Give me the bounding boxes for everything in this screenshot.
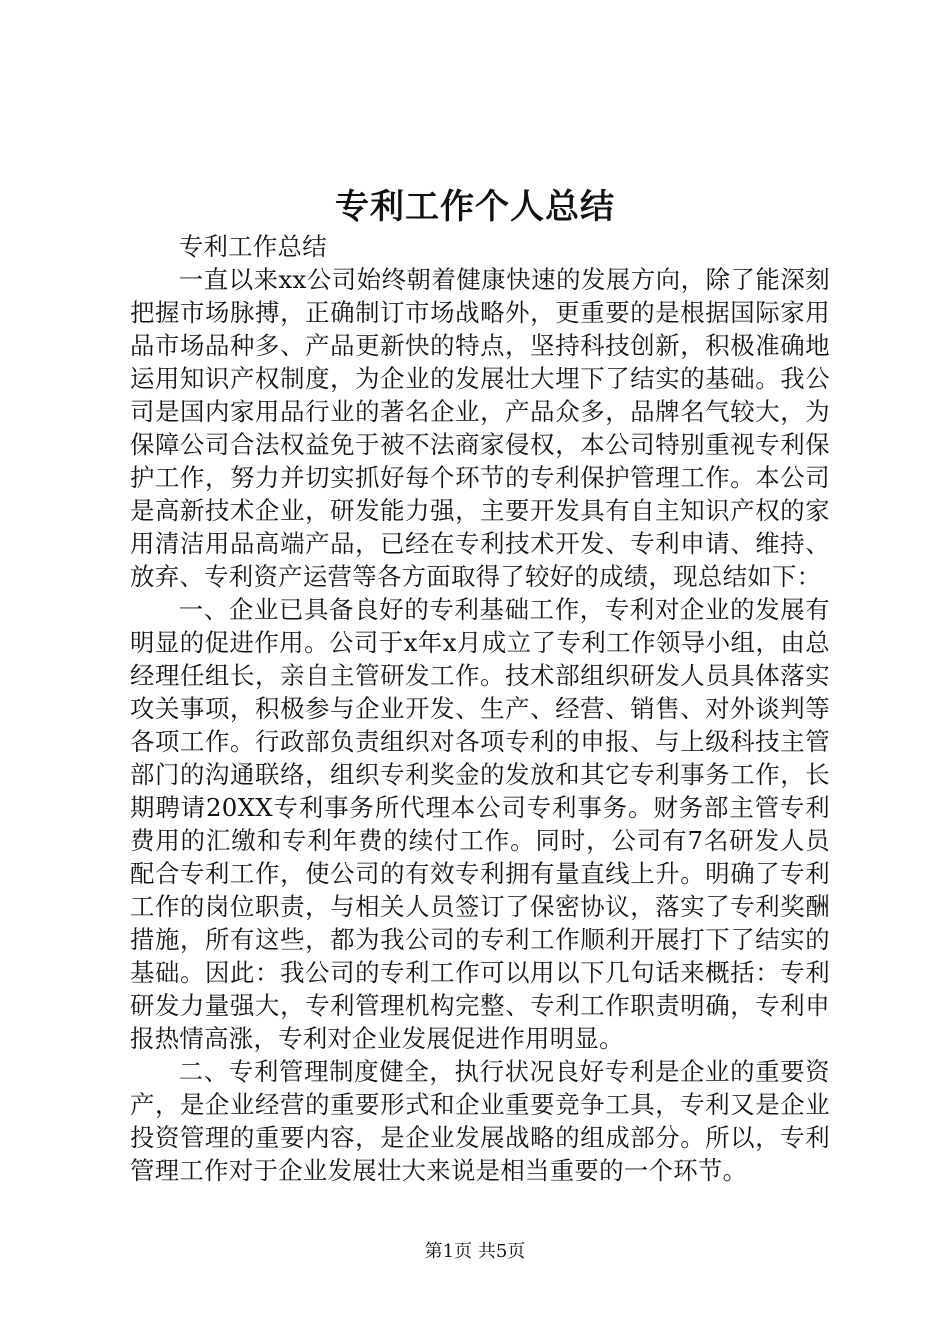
document-body — [130, 230, 830, 1187]
paragraph-intro: 一直以来xx公司始终朝着健康快速的发展方向，除了能深刻把握市场脉搏，正确制订市场战略外，更重要的是根据国际家用品市场品种多、产品更新快的特点，坚持科技创新，积极准确地运用知识产权制度，为企业的发展壮大埋下了结实的基础。我公司是国内家用品行业的著名企业，产品众多，品牌名气较大，为保障公司合法权益免于被不法商家侵权，本公司特别重视专利保护工作，努力并切实抓好每个环节的专利保护管理工作。本公司是高新技术企业，研发能力强，主要开发具有自主知识产权的家用清洁用品高端产品，已经在专利技术开发、专利申请、维持、放弃、专利资产运营等各方面取得了较好的成绩，现总结如下： — [130, 265, 830, 591]
paragraph-heading: 专利工作总结 — [178, 232, 327, 261]
paragraph-section-two: 二、专利管理制度健全，执行状况良好专利是企业的重要资产，是企业经营的重要形式和企业重要竞争工具，专利又是企业投资管理的重要内容，是企业发展战略的组成部分。所以，专利管理工作对于企业发展壮大来说是相当重要的一个环节。 — [130, 1057, 830, 1185]
paragraph-section-one: 一、企业已具备良好的专利基础工作，专利对企业的发展有明显的促进作用。公司于x年x月成立了专利工作领导小组，由总经理任组长，亲自主管研发工作。技术部组织研发人员具体落实攻关事项，积极参与企业开发、生产、经营、销售、对外谈判等各项工作。行政部负责组织对各项专利的申报、与上级科技主管部门的沟通联络，组织专利奖金的发放和其它专利事务工作，长期聘请20XX专利事务所代理本公司专利事务。财务部主管专利费用的汇缴和专利年费的续付工作。同时，公司有7名研发人员配合专利工作，使公司的有效专利拥有量直线上升。明确了专利工作的岗位职责，与相关人员签订了保密协议，落实了专利奖酬措施，所有这些，都为我公司的专利工作顺利开展打下了结实的基础。因此：我公司的专利工作可以用以下几句话来概括：专利研发力量强大，专利管理机构完整、专利工作职责明确，专利申报热情高涨，专利对企业发展促进作用明显。 — [130, 595, 830, 1053]
page-number-footer: 第1页 共5页 — [424, 1241, 526, 1262]
document-title: 专利工作个人总结 — [335, 187, 615, 227]
